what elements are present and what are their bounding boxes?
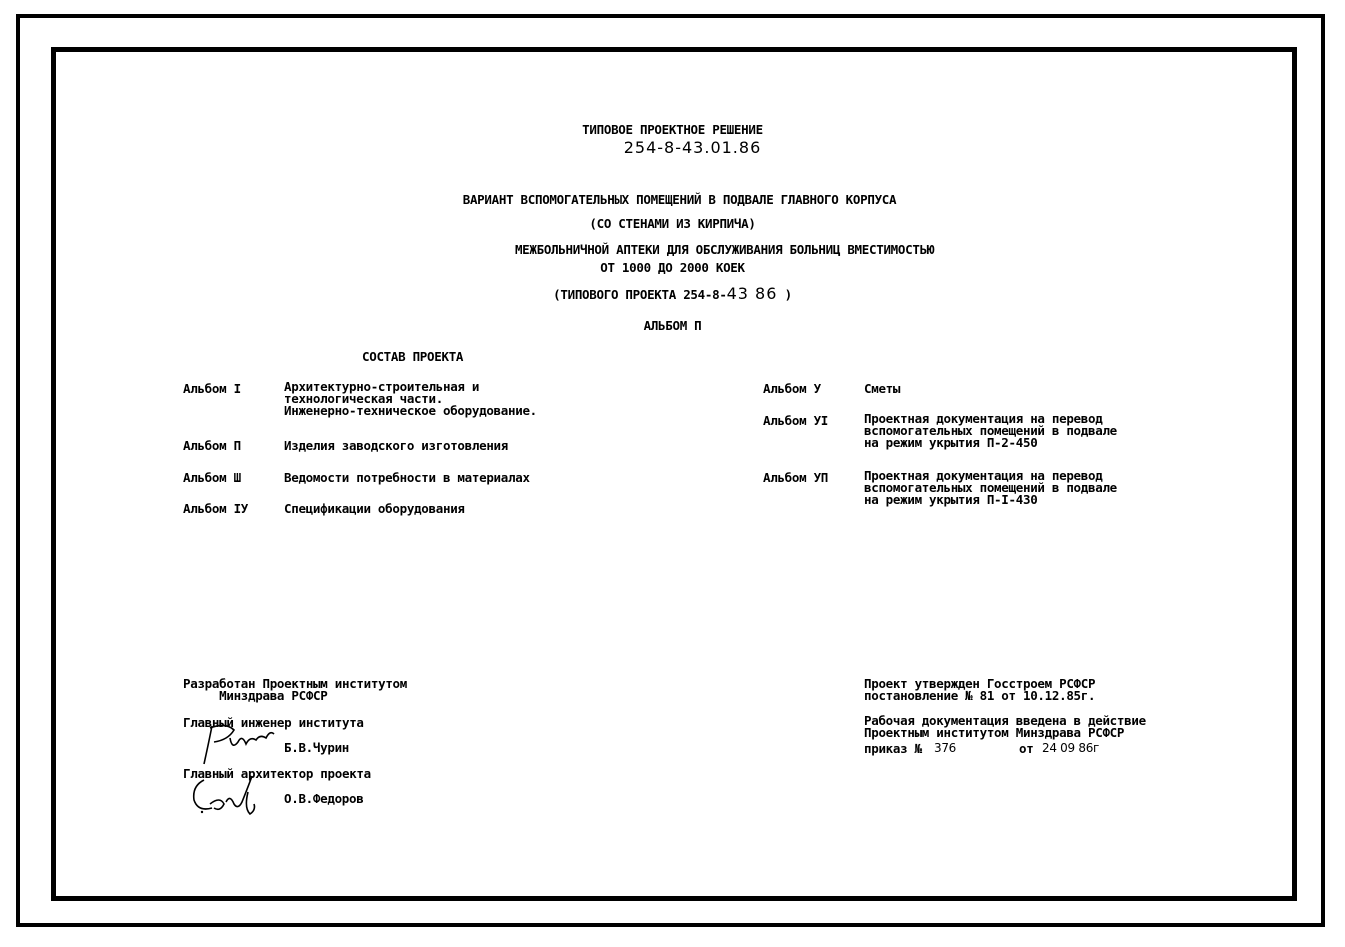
album-1-desc: Архитектурно-строительная и технологическая части. Инженерно-техническое оборудование. (284, 379, 537, 418)
album-7-label: Альбом УП (763, 470, 829, 485)
project-reference-prefix: (ТИПОВОГО ПРОЕКТА 254-8- (553, 287, 727, 302)
document-code: 254-8-43.01.86 (623, 138, 762, 157)
chief-architect-signature (190, 772, 270, 822)
developed-by: Разработан Проектным институтом Минздрава РСФСР (183, 676, 407, 703)
project-reference (0, 284, 1345, 303)
docs-introduction: Рабочая документация введена в действие Проектным институтом Минздрава РСФСР (864, 713, 1146, 740)
chief-architect-title: Главный архитектор проекта (183, 766, 371, 781)
album-2-desc: Изделия заводского изготовления (284, 438, 508, 453)
album-3-desc: Ведомости потребности в материалах (284, 470, 530, 485)
order-label: приказ № (864, 741, 922, 756)
album-6-label: Альбом УI (763, 413, 829, 428)
album-6-desc: Проектная документация на перевод вспомогательных помещений в подвале на режим укрытия П-2-450 (864, 411, 1117, 450)
composition-heading: СОСТАВ ПРОЕКТА (362, 349, 464, 364)
album-4-desc: Спецификации оборудования (284, 501, 465, 516)
subtitle-line-1: ВАРИАНТ ВСПОМОГАТЕЛЬНЫХ ПОМЕЩЕНИЙ В ПОДВАЛЕ ГЛАВНОГО КОРПУСА (462, 192, 897, 207)
order-from: от (1019, 741, 1034, 756)
document-type-title: ТИПОВОЕ ПРОЕКТНОЕ РЕШЕНИЕ (582, 122, 763, 137)
chief-architect-name: О.В.Федоров (284, 791, 364, 806)
subtitle-line-3: МЕЖБОЛЬНИЧНОЙ АПТЕКИ ДЛЯ ОБСЛУЖИВАНИЯ БОЛЬНИЦ ВМЕСТИМОСТЬЮ (514, 242, 935, 257)
album-5-label: Альбом У (763, 381, 821, 396)
album-3-label: Альбом Ш (183, 470, 241, 485)
chief-engineer-name: Б.В.Чурин (284, 740, 350, 755)
album-7-desc: Проектная документация на перевод вспомогательных помещений в подвале на режим укрытия П-I-430 (864, 468, 1117, 507)
order-number: 376 (934, 741, 957, 755)
album-2-label: Альбом П (183, 438, 241, 453)
order-date: 24 09 86г (1042, 741, 1100, 755)
chief-engineer-signature (200, 720, 280, 770)
project-reference-suffix: ) (784, 287, 792, 302)
album-5-desc: Сметы (864, 381, 901, 396)
chief-engineer-title: Главный инженер института (183, 715, 364, 730)
subtitle-line-2: (СО СТЕНАМИ ИЗ КИРПИЧА) (589, 216, 756, 231)
approval-info: Проект утвержден Госстроем РСФСР постановление № 81 от 10.12.85г. (864, 676, 1096, 703)
subtitle-line-4: ОТ 1000 ДО 2000 КОЕК (600, 260, 745, 275)
album-4-label: Альбом IУ (183, 501, 249, 516)
album-label: АЛЬБОМ П (643, 318, 702, 333)
album-1-label: Альбом I (183, 381, 241, 396)
project-reference-handwritten: 43 86 (726, 284, 778, 303)
